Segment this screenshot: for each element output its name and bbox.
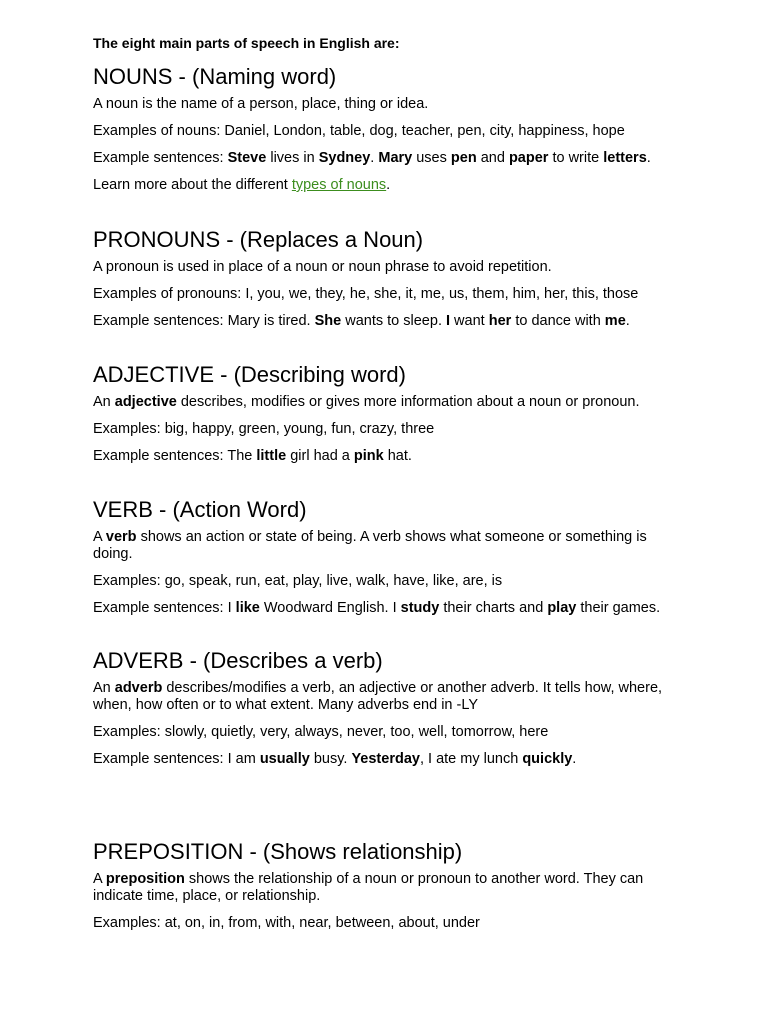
adjective-definition xyxy=(93,394,683,411)
preposition-heading: PREPOSITION - (Shows relationship) xyxy=(93,839,463,864)
nouns-example-sentences-bold-term: Sydney xyxy=(318,150,371,166)
pronouns-example-sentences-text: to dance with xyxy=(511,313,605,329)
pronouns-example-sentences-text: Example sentences: Mary is tired. xyxy=(93,313,315,329)
nouns-example-sentences-text: uses xyxy=(412,150,451,166)
pronouns-section xyxy=(93,227,683,330)
nouns-example-sentences-text: . xyxy=(370,150,379,166)
learn-more-prefix: Learn more about the different xyxy=(93,177,292,193)
verb-example-sentences-bold-term: like xyxy=(235,600,260,616)
adverb-example-sentences xyxy=(93,751,683,768)
nouns-example-sentences-text: to write xyxy=(548,150,604,166)
adjective-definition-text: describes, modifies or gives more information about a noun or pronoun. xyxy=(176,394,640,410)
pronouns-example-sentences-bold-term: her xyxy=(488,313,512,329)
adjective-examples: Examples: big, happy, green, young, fun, crazy, three xyxy=(93,421,435,437)
nouns-example-sentences xyxy=(93,150,683,167)
adverb-definition-text: describes/modifies a verb, an adjective or another adverb. It tells how, where, when, how often or to what extent. Many adverbs end in -LY xyxy=(93,680,663,713)
adverb-example-sentences-bold-term: quickly xyxy=(522,751,573,767)
verb-examples: Examples: go, speak, run, eat, play, live, walk, have, like, are, is xyxy=(93,573,503,589)
pronouns-examples: Examples of pronouns: I, you, we, they, he, she, it, me, us, them, him, her, this, those xyxy=(93,286,639,302)
adjective-example-sentences-text: Example sentences: The xyxy=(93,448,257,464)
nouns-definition: A noun is the name of a person, place, thing or idea. xyxy=(93,96,429,112)
types-of-nouns-link[interactable]: types of nouns xyxy=(291,177,387,193)
verb-definition xyxy=(93,529,683,563)
nouns-example-sentences-bold-term: Mary xyxy=(378,150,413,166)
pronouns-example-sentences-bold-term: She xyxy=(314,313,342,329)
adverb-example-sentences-text: , I ate my lunch xyxy=(419,751,523,767)
pronouns-definition: A pronoun is used in place of a noun or noun phrase to avoid repetition. xyxy=(93,259,552,275)
adverb-example-sentences-bold-term: Yesterday xyxy=(351,751,420,767)
nouns-learn-more xyxy=(93,177,683,194)
nouns-example-sentences-text: Example sentences: xyxy=(93,150,228,166)
verb-example-sentences-text: Example sentences: I xyxy=(93,600,236,616)
adjective-heading: ADJECTIVE - (Describing word) xyxy=(93,362,406,387)
adverb-examples: Examples: slowly, quietly, very, always, never, too, well, tomorrow, here xyxy=(93,724,549,740)
nouns-example-sentences-bold-term: paper xyxy=(508,150,549,166)
adverb-section xyxy=(93,648,683,768)
nouns-examples: Examples of nouns: Daniel, London, table, dog, teacher, pen, city, happiness, hope xyxy=(93,123,625,139)
adverb-definition-bold-term: adverb xyxy=(114,680,163,696)
adjective-example-sentences-bold-term: pink xyxy=(353,448,384,464)
adjective-example-sentences-bold-term: little xyxy=(256,448,287,464)
adverb-example-sentences-bold-term: usually xyxy=(259,751,310,767)
adverb-heading: ADVERB - (Describes a verb) xyxy=(93,648,383,673)
nouns-example-sentences-text: and xyxy=(476,150,509,166)
verb-section xyxy=(93,497,683,617)
preposition-definition xyxy=(93,871,683,905)
intro-text: The eight main parts of speech in English are: xyxy=(93,35,400,51)
pronouns-example-sentences-text: wants to sleep. xyxy=(341,313,446,329)
preposition-examples: Examples: at, on, in, from, with, near, between, about, under xyxy=(93,915,480,931)
verb-example-sentences-text: their games. xyxy=(576,600,661,616)
verb-definition-text: shows an action or state of being. A verb shows what someone or something is doing. xyxy=(93,529,647,562)
verb-example-sentences-bold-term: play xyxy=(547,600,577,616)
nouns-section xyxy=(93,64,683,194)
verb-example-sentences xyxy=(93,600,683,617)
verb-definition-text: A xyxy=(93,529,106,545)
pronouns-example-sentences-bold-term: me xyxy=(604,313,626,329)
adjective-definition-bold-term: adjective xyxy=(114,394,177,410)
nouns-example-sentences-text: . xyxy=(646,150,651,166)
preposition-section xyxy=(93,839,683,932)
adjective-section xyxy=(93,362,683,465)
verb-example-sentences-text: their charts and xyxy=(439,600,548,616)
nouns-example-sentences-bold-term: pen xyxy=(450,150,477,166)
preposition-definition-text: shows the relationship of a noun or pronoun to another word. They can indicate time, place, or relationship. xyxy=(93,871,644,904)
pronouns-example-sentences-text: want xyxy=(450,313,489,329)
preposition-definition-bold-term: preposition xyxy=(105,871,185,887)
verb-example-sentences-text: Woodward English. I xyxy=(259,600,401,616)
adverb-example-sentences-text: . xyxy=(572,751,577,767)
nouns-example-sentences-bold-term: letters xyxy=(603,150,647,166)
pronouns-heading: PRONOUNS - (Replaces a Noun) xyxy=(93,227,424,252)
adjective-definition-text: An xyxy=(93,394,115,410)
pronouns-example-sentences-text: . xyxy=(625,313,630,329)
verb-heading: VERB - (Action Word) xyxy=(93,497,307,522)
nouns-heading: NOUNS - (Naming word) xyxy=(93,64,337,89)
adverb-definition xyxy=(93,680,683,714)
adjective-example-sentences-text: hat. xyxy=(383,448,412,464)
verb-example-sentences-bold-term: study xyxy=(400,600,440,616)
learn-more-suffix: . xyxy=(386,177,391,193)
pronouns-example-sentences xyxy=(93,313,683,330)
preposition-definition-text: A xyxy=(93,871,106,887)
nouns-example-sentences-text: lives in xyxy=(266,150,319,166)
adverb-example-sentences-text: busy. xyxy=(309,751,352,767)
adjective-example-sentences-text: girl had a xyxy=(286,448,354,464)
verb-definition-bold-term: verb xyxy=(105,529,137,545)
pronouns-example-sentences-bold-term: I xyxy=(446,313,451,329)
adverb-example-sentences-text: Example sentences: I am xyxy=(93,751,260,767)
adverb-definition-text: An xyxy=(93,680,115,696)
adjective-example-sentences xyxy=(93,448,683,465)
nouns-example-sentences-bold-term: Steve xyxy=(227,150,267,166)
